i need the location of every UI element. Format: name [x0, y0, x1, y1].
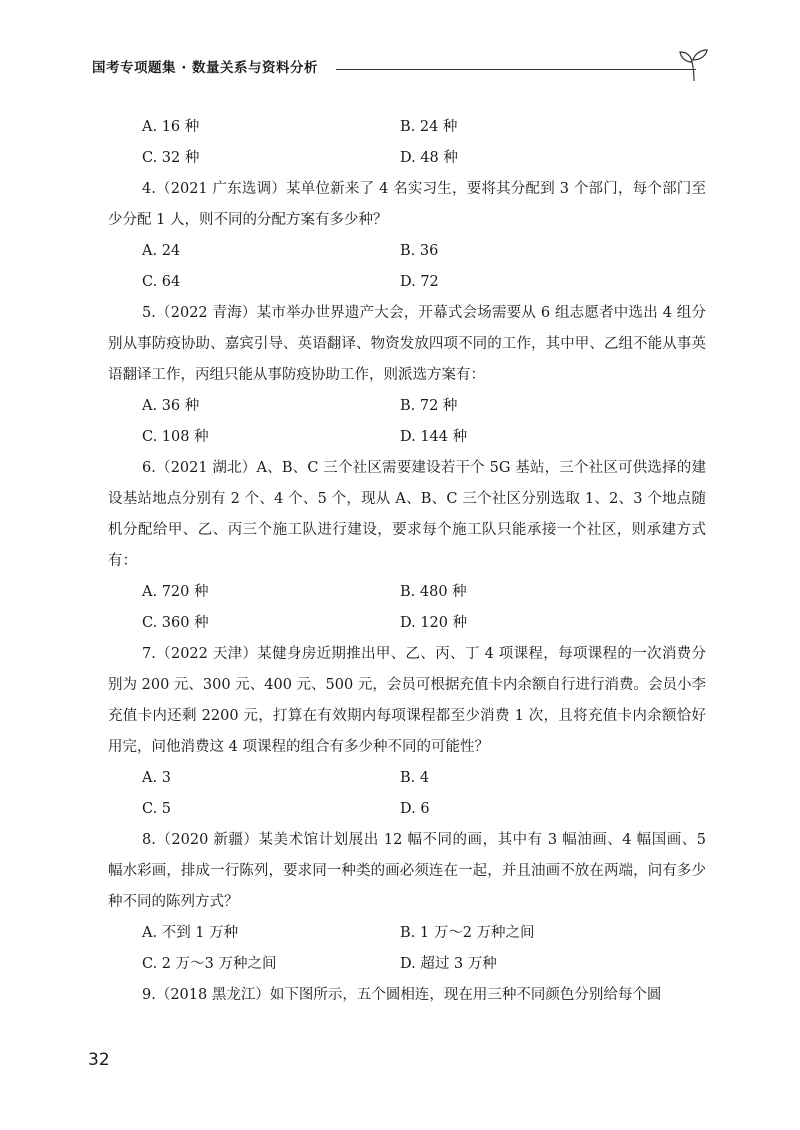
option: D. 144 种	[400, 429, 468, 445]
option: D. 6	[400, 801, 430, 817]
option: B. 4	[400, 770, 430, 786]
option: C. 108 种	[142, 429, 209, 445]
option-row	[142, 577, 722, 608]
question-stem: 8.（2020 新疆）某美术馆计划展出 12 幅不同的画，其中有 3 幅油画、4 幅国画、5 幅水彩画，排成一行陈列，要求同一种类的画必须连在一起，并且油画不放在两端，问有多少种不同的陈列方式？	[108, 832, 706, 910]
option: A. 36 种	[142, 398, 200, 414]
page-number: 32	[88, 1050, 110, 1070]
header-title: 国考专项题集 · 数量关系与资料分析	[92, 60, 319, 76]
option: B. 72 种	[400, 398, 458, 414]
option: D. 48 种	[400, 150, 458, 166]
option-row	[142, 236, 722, 267]
question-list	[108, 112, 722, 1011]
option-row	[142, 422, 722, 453]
option: C. 5	[142, 801, 172, 817]
option-row	[142, 267, 722, 298]
option: D. 超过 3 万种	[400, 956, 497, 972]
question-stem: 4.（2021 广东选调）某单位新来了 4 名实习生，要将其分配到 3 个部门，每个部门至少分配 1 人，则不同的分配方案有多少种？	[108, 181, 706, 228]
option: D. 120 种	[400, 615, 468, 631]
option: B. 1 万～2 万种之间	[400, 925, 535, 941]
option: C. 360 种	[142, 615, 209, 631]
option: B. 36	[400, 243, 439, 259]
option: D. 72	[400, 274, 439, 290]
option-row	[142, 918, 722, 949]
option: B. 480 种	[400, 584, 467, 600]
header-rule	[336, 69, 696, 70]
sprout-icon	[678, 48, 710, 82]
option-row	[142, 112, 722, 143]
option: A. 16 种	[142, 119, 200, 135]
question-stem: 6.（2021 湖北）A、B、C 三个社区需要建设若干个 5G 基站，三个社区可供选择的建设基站地点分别有 2 个、4 个、5 个，现从 A、B、C 三个社区分别选取 1、2、3 个地点随机分配给甲、乙、丙三个施工队进行建设，要求每个施工队只能承接一个社区，则承建方式有：	[108, 460, 706, 569]
option-row	[142, 391, 722, 422]
option-row	[142, 143, 722, 174]
question-stem: 9.（2018 黑龙江）如下图所示，五个圆相连，现在用三种不同颜色分别给每个圆	[142, 987, 662, 1003]
option: C. 2 万～3 万种之间	[142, 956, 277, 972]
option: A. 不到 1 万种	[142, 925, 239, 941]
option: A. 720 种	[142, 584, 209, 600]
question-stem: 7.（2022 天津）某健身房近期推出甲、乙、丙、丁 4 项课程，每项课程的一次消费分别为 200 元、300 元、400 元、500 元，会员可根据充值卡内余额自行进行消费。会员小李充值卡内还剩 2200 元，打算在有效期内每项课程都至少消费 1 次，且将充值卡内余额恰好用完，问他消费这 4 项课程的组合有多少种不同的可能性？	[108, 646, 706, 755]
option-row	[142, 949, 722, 980]
running-header	[92, 48, 712, 88]
option: C. 32 种	[142, 150, 200, 166]
option: B. 24 种	[400, 119, 458, 135]
option: A. 24	[142, 243, 181, 259]
question-stem: 5.（2022 青海）某市举办世界遗产大会，开幕式会场需要从 6 组志愿者中选出 4 组分别从事防疫协助、嘉宾引导、英语翻译、物资发放四项不同的工作，其中甲、乙组不能从事英语翻译工作，丙组只能从事防疫协助工作，则派选方案有：	[108, 305, 706, 383]
option-row	[142, 763, 722, 794]
option: C. 64	[142, 274, 181, 290]
option-row	[142, 794, 722, 825]
option: A. 3	[142, 770, 171, 786]
option-row	[142, 608, 722, 639]
